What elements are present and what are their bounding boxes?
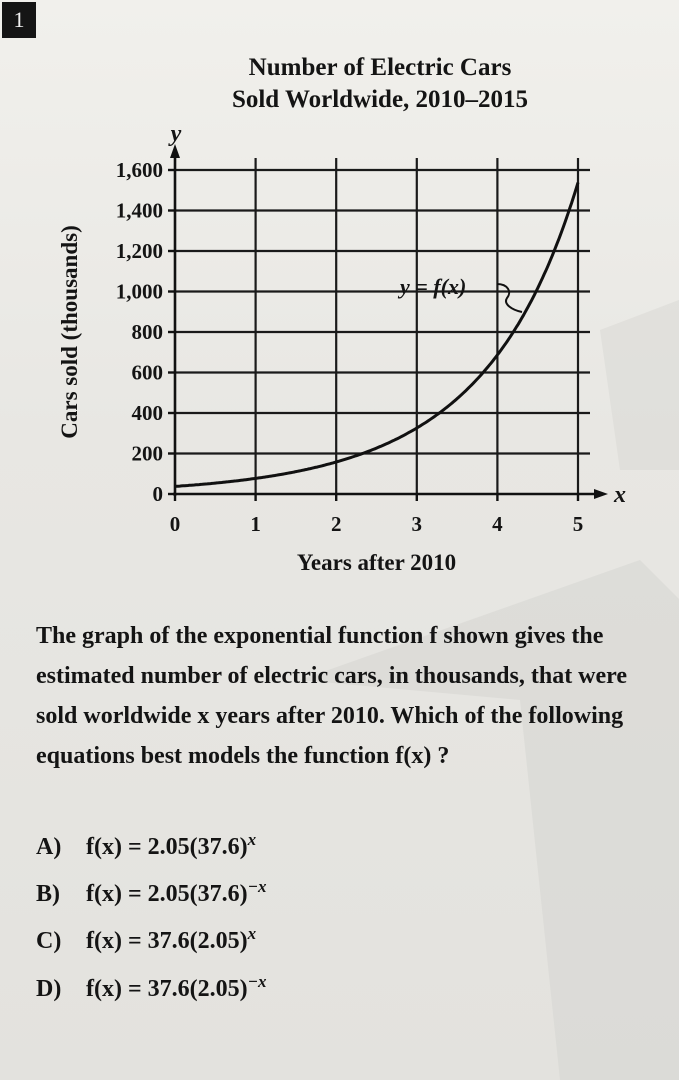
y-tick-label-0: 0: [152, 482, 163, 506]
y-tick-label-1400: 1,400: [115, 198, 163, 223]
series-curve-f: [175, 183, 578, 487]
x-axis-title: Years after 2010: [296, 550, 457, 575]
choice-d-letter: D): [36, 976, 62, 1002]
y-axis-title: Cars sold (thousands): [57, 225, 82, 439]
choice-d[interactable]: [36, 972, 266, 1003]
x-tick-label-4: 4: [492, 512, 503, 536]
choice-a[interactable]: [36, 830, 256, 861]
choice-c[interactable]: [36, 924, 256, 955]
y-tick-label-1000: 1,000: [115, 279, 163, 304]
y-tick-label-600: 600: [131, 360, 163, 385]
y-tick-label-800: 800: [131, 320, 163, 344]
choice-a-equation: f(x) = 2.05(37.6): [86, 834, 248, 860]
choice-d-equation: f(x) = 37.6(2.05): [86, 976, 248, 1002]
x-tick-label-5: 5: [572, 512, 584, 536]
x-tick-label-0: 0: [169, 512, 181, 536]
x-axis-variable: x: [614, 482, 626, 508]
choice-b-letter: B): [36, 881, 60, 907]
y-tick-label-200: 200: [131, 441, 163, 466]
choice-d-exponent: −x: [247, 972, 267, 991]
y-tick-label-1600: 1,600: [115, 158, 163, 182]
y-tick-label-1200: 1,200: [115, 239, 163, 263]
y-tick-label-400: 400: [131, 401, 163, 425]
x-tick-label-1: 1: [250, 512, 261, 536]
problem-number-badge: 1: [2, 2, 36, 38]
choice-c-letter: C): [36, 928, 62, 954]
choice-b[interactable]: [36, 877, 266, 908]
choice-b-equation: f(x) = 2.05(37.6): [86, 881, 248, 907]
chart-title-line-1: Number of Electric Cars: [248, 54, 512, 81]
x-tick-label-2: 2: [330, 512, 342, 536]
choice-a-exponent: x: [247, 830, 257, 849]
choice-c-exponent: x: [247, 924, 257, 943]
choice-c-equation: f(x) = 37.6(2.05): [86, 928, 248, 954]
x-axis-arrow: [594, 489, 608, 499]
choice-b-exponent: −x: [247, 877, 267, 896]
y-axis-variable: y: [170, 121, 182, 147]
choice-a-letter: A): [36, 834, 62, 860]
curve-label: y = f(x): [400, 274, 467, 299]
curve-label-pointer: [497, 284, 522, 312]
chart-title-line-2: Sold Worldwide, 2010–2015: [231, 86, 529, 113]
question-text: The graph of the exponential function f shown gives the estimated number of electric cars, in thousands, that were sold worldwide x years after 2010. Which of the following equations best models the function f(x) ?: [36, 623, 628, 769]
x-tick-label-3: 3: [411, 512, 423, 536]
